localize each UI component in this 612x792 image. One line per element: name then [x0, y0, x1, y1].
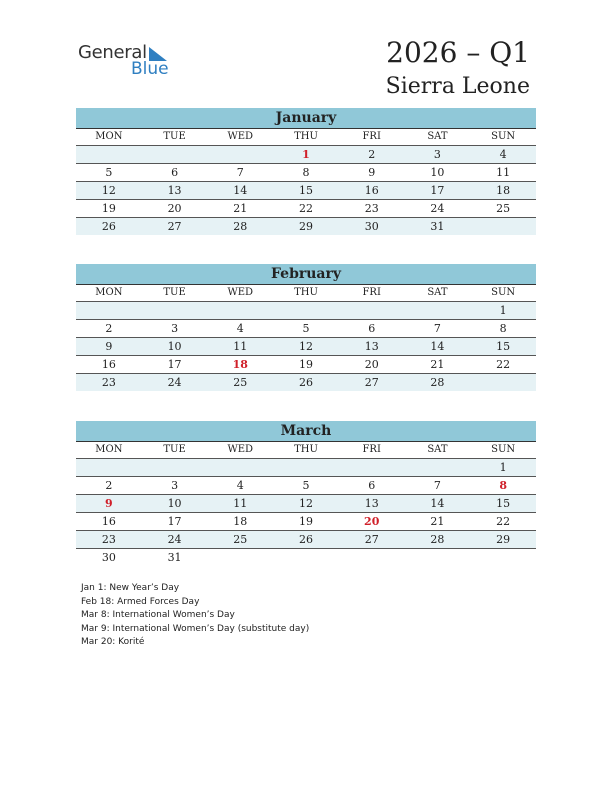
holiday-note: Jan 1: New Year’s Day — [81, 583, 180, 593]
day-cell: 8 — [302, 166, 310, 179]
month-february — [76, 264, 536, 391]
day-cell: 27 — [364, 376, 379, 389]
day-cell: 19 — [298, 358, 313, 371]
month-title: March — [76, 421, 536, 441]
day-cell: 9 — [105, 340, 113, 353]
day-cell: 19 — [298, 515, 313, 528]
day-cell: 11 — [233, 497, 248, 510]
day-cell: 24 — [430, 202, 445, 215]
week-row — [76, 302, 536, 320]
day-cell: 7 — [236, 166, 244, 179]
day-cell — [273, 302, 339, 319]
day-cell: 4 — [499, 148, 507, 161]
day-cell: 12 — [101, 184, 116, 197]
day-cell: 13 — [167, 184, 182, 197]
day-cell: 3 — [171, 479, 179, 492]
day-cell: 15 — [496, 497, 511, 510]
day-cell: 6 — [171, 166, 179, 179]
week-row — [76, 320, 536, 338]
day-cell: 2 — [105, 479, 113, 492]
day-cell: 10 — [167, 497, 182, 510]
day-cell: 8 — [499, 479, 507, 492]
day-cell: 14 — [233, 184, 248, 197]
day-cell — [207, 302, 273, 319]
day-cell: 22 — [298, 202, 313, 215]
day-cell: 6 — [368, 479, 376, 492]
holiday-notes — [81, 582, 309, 650]
day-cell: 1 — [499, 461, 507, 474]
day-cell: 10 — [167, 340, 182, 353]
holiday-note: Mar 8: International Women’s Day — [81, 610, 235, 620]
week-row — [76, 164, 536, 182]
day-cell: 13 — [364, 340, 379, 353]
day-cell — [405, 302, 471, 319]
day-cell: 3 — [433, 148, 441, 161]
day-cell: 11 — [233, 340, 248, 353]
weekday-label: SAT — [427, 131, 448, 142]
day-cell: 26 — [101, 220, 116, 233]
weekday-label: THU — [294, 131, 318, 142]
day-cell — [142, 146, 208, 163]
day-cell: 1 — [499, 304, 507, 317]
day-cell — [76, 146, 142, 163]
day-cell: 17 — [430, 184, 445, 197]
week-row — [76, 531, 536, 549]
day-cell: 21 — [430, 358, 445, 371]
month-title: February — [76, 264, 536, 284]
week-row — [76, 146, 536, 164]
day-cell — [273, 549, 339, 566]
day-cell: 20 — [364, 515, 380, 528]
weekday-label: FRI — [362, 287, 381, 298]
day-cell: 31 — [167, 551, 182, 564]
day-cell — [142, 302, 208, 319]
day-cell: 11 — [496, 166, 511, 179]
day-cell: 16 — [101, 358, 116, 371]
holiday-note: Mar 9: International Women’s Day (substitute day) — [81, 623, 310, 634]
day-cell: 25 — [496, 202, 511, 215]
day-cell: 18 — [233, 515, 248, 528]
day-cell: 12 — [298, 340, 313, 353]
weekday-label: SAT — [427, 287, 448, 298]
logo-text-blue: Blue — [131, 59, 169, 79]
day-cell: 12 — [298, 497, 313, 510]
day-cell — [207, 459, 273, 476]
week-row — [76, 356, 536, 374]
month-march — [76, 421, 536, 566]
weekday-label: SUN — [491, 131, 516, 142]
day-cell: 22 — [496, 515, 511, 528]
weekday-label: FRI — [362, 444, 381, 455]
day-cell: 18 — [232, 358, 248, 371]
day-cell — [470, 218, 536, 235]
page-title: 2026 – Q1 — [386, 36, 530, 69]
day-cell — [207, 146, 273, 163]
day-cell: 3 — [171, 322, 179, 335]
day-cell: 23 — [101, 533, 116, 546]
weekday-label: FRI — [362, 131, 381, 142]
day-cell — [339, 459, 405, 476]
day-cell: 1 — [302, 148, 310, 161]
day-cell: 21 — [233, 202, 248, 215]
day-cell: 31 — [430, 220, 445, 233]
weekday-label: SAT — [427, 444, 448, 455]
day-cell: 28 — [233, 220, 248, 233]
day-cell: 16 — [364, 184, 379, 197]
weekday-label: THU — [294, 287, 318, 298]
weekday-label: TUE — [163, 287, 186, 298]
day-cell: 14 — [430, 497, 445, 510]
logo-text-general: General — [78, 42, 147, 63]
day-cell: 13 — [364, 497, 379, 510]
day-cell: 16 — [101, 515, 116, 528]
day-cell — [405, 459, 471, 476]
day-cell: 19 — [101, 202, 116, 215]
weekday-label: MON — [95, 287, 123, 298]
weekday-label: TUE — [163, 131, 186, 142]
day-cell: 28 — [430, 376, 445, 389]
weekday-header-row — [76, 285, 536, 302]
day-cell: 28 — [430, 533, 445, 546]
week-row — [76, 200, 536, 218]
week-row — [76, 477, 536, 495]
week-row — [76, 218, 536, 235]
day-cell — [142, 459, 208, 476]
day-cell: 30 — [364, 220, 379, 233]
day-cell: 5 — [302, 479, 310, 492]
day-cell: 10 — [430, 166, 445, 179]
day-cell: 23 — [101, 376, 116, 389]
weekday-label: SUN — [491, 444, 516, 455]
day-cell: 29 — [298, 220, 313, 233]
day-cell — [76, 302, 142, 319]
calendar-grid — [76, 441, 536, 566]
day-cell: 7 — [433, 322, 441, 335]
day-cell — [405, 549, 471, 566]
weekday-header-row — [76, 442, 536, 459]
weekday-label: MON — [95, 444, 123, 455]
day-cell: 9 — [105, 497, 113, 510]
calendar-grid — [76, 128, 536, 235]
day-cell: 4 — [236, 479, 244, 492]
holiday-note: Mar 20: Korité — [81, 637, 145, 647]
day-cell: 6 — [368, 322, 376, 335]
week-row — [76, 513, 536, 531]
week-row — [76, 459, 536, 477]
week-row — [76, 338, 536, 356]
day-cell: 29 — [496, 533, 511, 546]
day-cell — [273, 459, 339, 476]
day-cell: 22 — [496, 358, 511, 371]
week-row — [76, 374, 536, 391]
day-cell: 15 — [298, 184, 313, 197]
weekday-label: SUN — [491, 287, 516, 298]
day-cell: 24 — [167, 533, 182, 546]
day-cell — [76, 459, 142, 476]
day-cell: 27 — [364, 533, 379, 546]
day-cell: 2 — [368, 148, 376, 161]
week-row — [76, 495, 536, 513]
day-cell: 17 — [167, 358, 182, 371]
day-cell: 30 — [101, 551, 116, 564]
day-cell — [339, 549, 405, 566]
day-cell: 26 — [298, 376, 313, 389]
day-cell — [207, 549, 273, 566]
weekday-label: WED — [227, 444, 254, 455]
day-cell: 17 — [167, 515, 182, 528]
weekday-label: TUE — [163, 444, 186, 455]
generalblue-logo — [78, 42, 178, 82]
day-cell: 24 — [167, 376, 182, 389]
day-cell — [339, 302, 405, 319]
day-cell — [470, 549, 536, 566]
day-cell: 8 — [499, 322, 507, 335]
day-cell: 26 — [298, 533, 313, 546]
day-cell: 18 — [496, 184, 511, 197]
day-cell: 21 — [430, 515, 445, 528]
weekday-header-row — [76, 129, 536, 146]
weekday-label: THU — [294, 444, 318, 455]
weekday-label: MON — [95, 131, 123, 142]
day-cell: 14 — [430, 340, 445, 353]
day-cell: 27 — [167, 220, 182, 233]
day-cell: 5 — [302, 322, 310, 335]
calendar-grid — [76, 284, 536, 391]
weekday-label: WED — [227, 131, 254, 142]
day-cell: 4 — [236, 322, 244, 335]
day-cell: 20 — [167, 202, 182, 215]
day-cell: 20 — [364, 358, 379, 371]
day-cell: 9 — [368, 166, 376, 179]
day-cell: 2 — [105, 322, 113, 335]
month-title: January — [76, 108, 536, 128]
week-row — [76, 549, 536, 566]
day-cell: 25 — [233, 533, 248, 546]
week-row — [76, 182, 536, 200]
day-cell: 15 — [496, 340, 511, 353]
holiday-note: Feb 18: Armed Forces Day — [81, 596, 200, 607]
country-name: Sierra Leone — [385, 74, 530, 99]
day-cell — [470, 374, 536, 391]
month-january — [76, 108, 536, 235]
weekday-label: WED — [227, 287, 254, 298]
day-cell: 23 — [364, 202, 379, 215]
day-cell: 25 — [233, 376, 248, 389]
day-cell: 5 — [105, 166, 113, 179]
day-cell: 7 — [433, 479, 441, 492]
